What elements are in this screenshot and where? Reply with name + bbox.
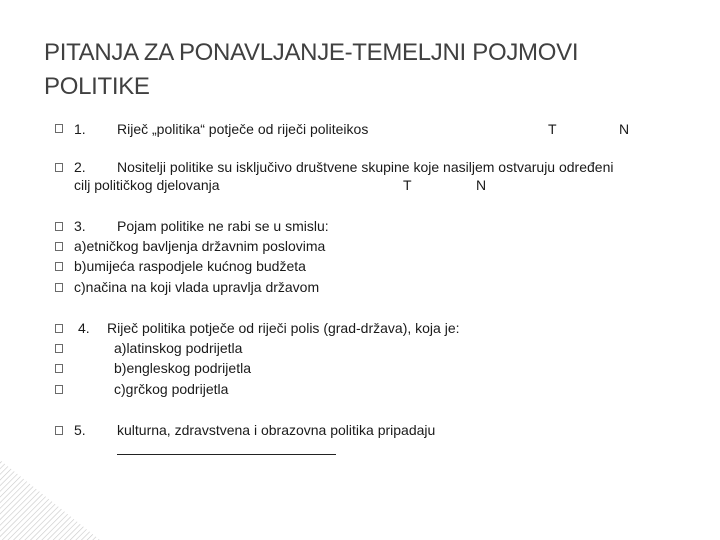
bullet-icon [55,283,63,292]
title-line-2: POLITIKE [44,73,150,100]
q1-true-option[interactable]: T [548,121,557,137]
corner-decoration [0,440,120,540]
bullet-icon [55,262,63,271]
q4-option-c[interactable]: c)grčkog podrijetla [114,381,229,397]
q2-true-option[interactable]: T [403,177,412,193]
q2-false-option[interactable]: N [476,177,487,193]
q5-text: kulturna, zdravstvena i obrazovna politika pripadaju [117,422,436,438]
q4-option-a[interactable]: a)latinskog podrijetla [114,340,243,356]
bullet-icon [55,163,63,172]
q4-number: 4. [78,320,90,336]
q3-text: Pojam politike ne rabi se u smislu: [117,218,329,234]
q2-text-line-1: Nositelji politike su isključivo društvene skupine koje nasiljem ostvaruju određeni [117,159,614,175]
q1-text: Riječ „politika“ potječe od riječi politeikos [117,121,369,137]
bullet-icon [55,344,63,353]
q1-false-option[interactable]: N [619,121,630,137]
q5-number: 5. [74,422,86,438]
bullet-icon [55,242,63,251]
q1-number: 1. [74,121,86,137]
bullet-icon [55,324,63,333]
q3-option-a[interactable]: a)etničkog bavljenja državnim poslovima [74,238,326,254]
q4-option-b[interactable]: b)engleskog podrijetla [114,360,251,376]
q3-option-b[interactable]: b)umijeća raspodjele kućnog budžeta [74,258,306,274]
q3-option-c[interactable]: c)načina na koji vlada upravlja državom [74,279,320,295]
bullet-icon [55,124,63,133]
bullet-icon [55,385,63,394]
bullet-icon [55,426,63,435]
page-title [44,36,684,104]
q3-number: 3. [74,218,86,234]
q2-number: 2. [74,159,86,175]
q2-text-line-2: cilj političkog djelovanja [74,177,220,193]
q4-text: Riječ politika potječe od riječi polis (grad-država), koja je: [107,320,460,336]
q5-answer-blank[interactable] [117,454,336,455]
title-line-1: PITANJA ZA PONAVLJANJE-TEMELJNI POJMOVI [44,39,579,66]
bullet-icon [55,222,63,231]
bullet-icon [55,364,63,373]
